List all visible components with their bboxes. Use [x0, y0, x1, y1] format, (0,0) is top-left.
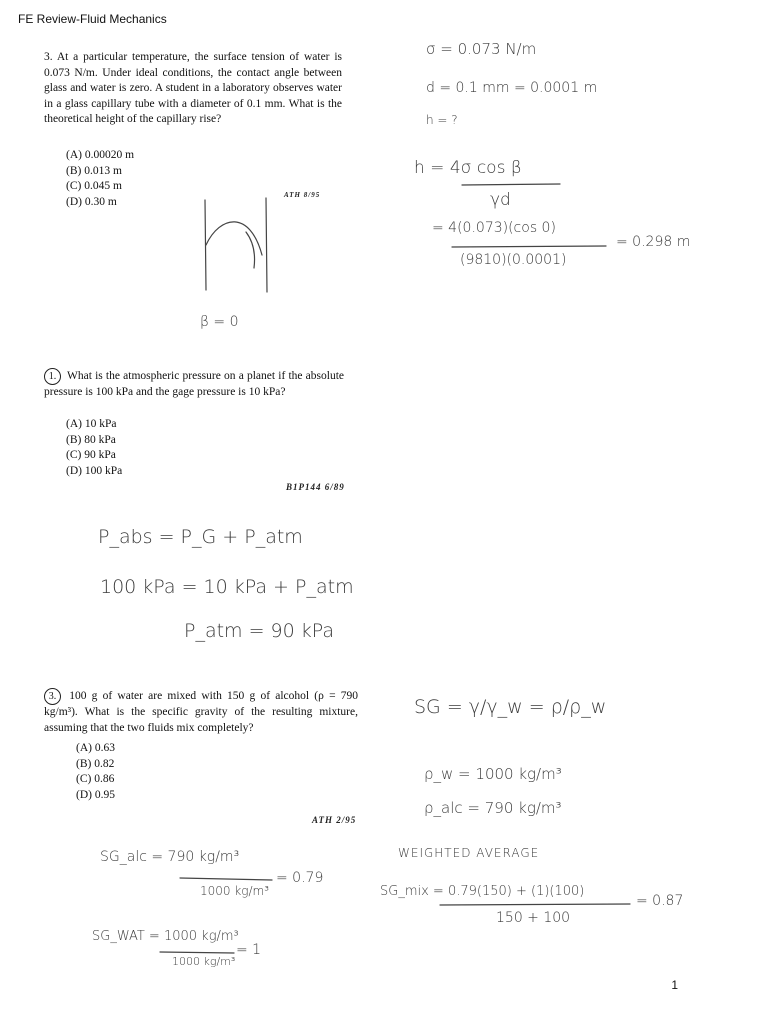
hw-rho-alcohol: ρ_alc = 790 kg/m³ — [424, 799, 562, 817]
fraction-bar — [440, 904, 630, 905]
problem-number: 3. — [44, 688, 61, 705]
hw-sg-definition: SG = γ/γ_w = ρ/ρ_w — [414, 696, 607, 718]
option-b: (B) 0.82 — [76, 757, 115, 770]
hw-result: = 0.298 m — [616, 234, 691, 250]
hw-sub-num: = 4(0.073)(cos 0) — [432, 220, 556, 236]
hw-formula-num: h = 4σ cos β — [414, 158, 522, 178]
hw-sg-mix-den: 150 + 100 — [496, 910, 571, 926]
problem-text: 100 g of water are mixed with 150 g of alcohol (ρ = 790 kg/m³). What is the specific gravity of the resulting mixture, assuming that the two fluids mix completely? — [44, 690, 359, 734]
problem-number: 3. — [44, 51, 53, 63]
hw-pressure-eq2: 100 kPa = 10 kPa + P_atm — [100, 576, 354, 598]
hw-pressure-eq1: P_abs = P_G + P_atm — [98, 526, 303, 548]
option-c: (C) 0.86 — [76, 773, 115, 785]
hw-sub-den: (9810)(0.0001) — [460, 252, 567, 268]
hw-pressure-eq3: P_atm = 90 kPa — [184, 620, 335, 642]
capillary-tube-right-wall — [266, 198, 267, 292]
fraction-bar — [462, 184, 560, 185]
hw-sg-water-den: 1000 kg/m³ — [172, 955, 236, 968]
hw-height-unknown: h = ? — [426, 113, 458, 127]
problem-number: 1. — [44, 368, 61, 385]
hw-weighted-average: WEIGHTED AVERAGE — [398, 846, 540, 860]
hw-sg-alcohol-num: SG_alc = 790 kg/m³ — [100, 849, 240, 865]
hw-beta: β = 0 — [200, 314, 239, 330]
problem-ref: ATH 8/95 — [284, 191, 321, 199]
hw-sigma: σ = 0.073 N/m — [426, 40, 537, 58]
hw-sg-mix-num: SG_mix = 0.79(150) + (1)(100) — [380, 884, 585, 899]
page-number: 1 — [671, 978, 678, 992]
hw-sg-alcohol-val: = 0.79 — [276, 870, 324, 886]
fraction-bar — [160, 952, 234, 953]
fraction-bar — [452, 246, 606, 247]
contact-angle-arc — [246, 232, 255, 268]
option-a: (A) 10 kPa — [66, 418, 117, 430]
hw-rho-water: ρ_w = 1000 kg/m³ — [424, 765, 562, 783]
option-c: (C) 0.045 m — [66, 180, 122, 192]
hw-sg-water-num: SG_WAT = 1000 kg/m³ — [92, 929, 239, 944]
option-a: (A) 0.00020 m — [66, 149, 135, 161]
hw-formula-den: γd — [490, 190, 511, 210]
option-b: (B) 0.013 m — [66, 164, 122, 177]
option-b: (B) 80 kPa — [66, 433, 116, 446]
option-d: (D) 0.95 — [76, 788, 115, 801]
fraction-bar — [180, 878, 272, 880]
hw-sg-water-val: = 1 — [236, 942, 262, 958]
page-header: FE Review-Fluid Mechanics — [18, 12, 167, 26]
option-a: (A) 0.63 — [76, 742, 115, 754]
problem-ref: ATH 2/95 — [312, 815, 357, 825]
problem-ref: B1P144 6/89 — [286, 482, 345, 492]
hw-sg-mix-val: = 0.87 — [636, 893, 684, 909]
option-d: (D) 0.30 m — [66, 195, 117, 208]
hw-sg-alcohol-den: 1000 kg/m³ — [200, 884, 270, 898]
problem-text: At a particular temperature, the surface tension of water is 0.073 N/m. Under ideal conditions, the contact angle between glass and water is zero. A student in a laboratory observes water in a glass capillary tube with a diameter of 0.1 mm. What is the theoretical height of the capillary rise? — [44, 51, 342, 125]
option-c: (C) 90 kPa — [66, 449, 116, 461]
option-d: (D) 100 kPa — [66, 464, 123, 477]
problem-text: What is the atmospheric pressure on a planet if the absolute pressure is 100 kPa and the gage pressure is 10 kPa? — [44, 370, 345, 398]
hw-diameter: d = 0.1 mm = 0.0001 m — [426, 80, 598, 96]
